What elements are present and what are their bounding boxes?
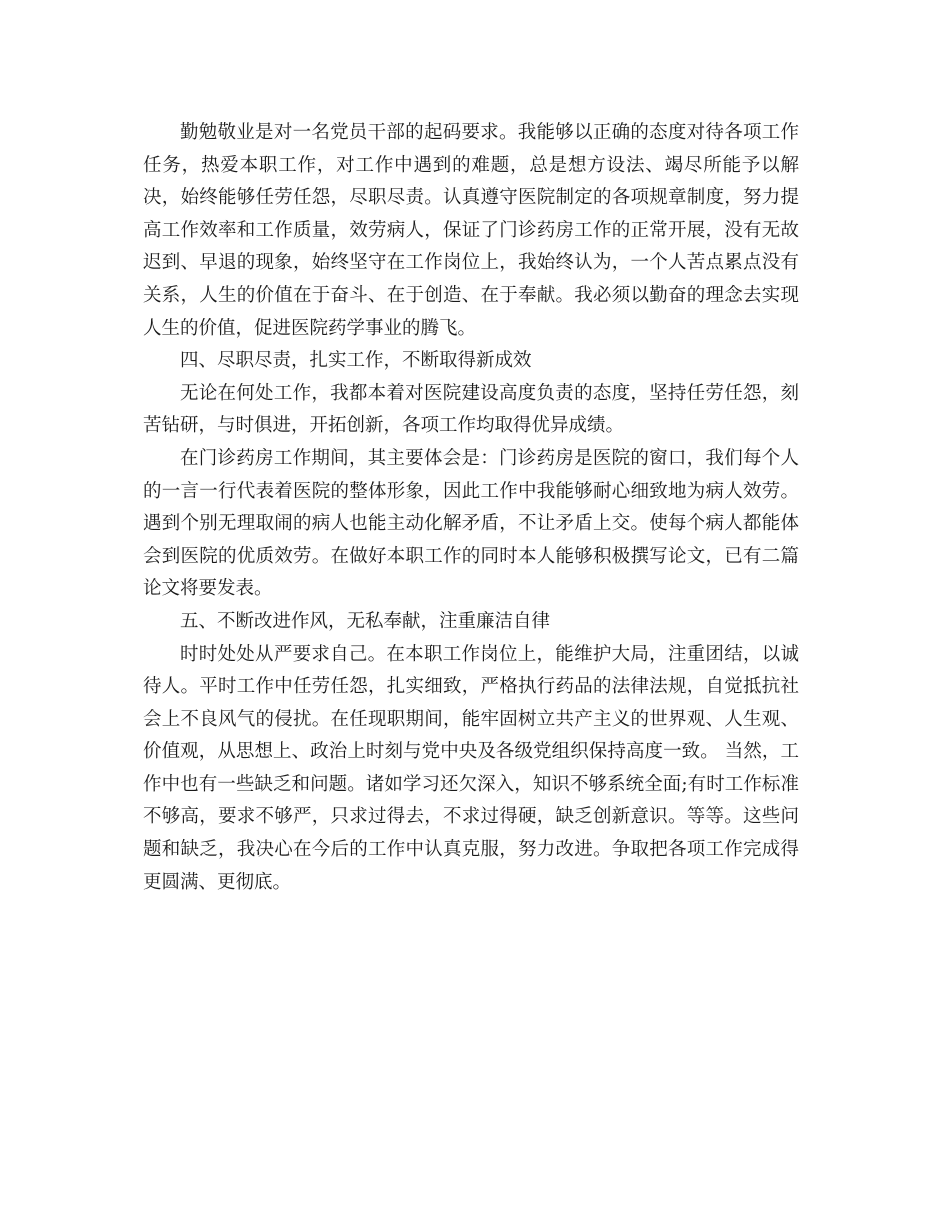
section-heading-5: 五、不断改进作风，无私奉献，注重廉洁自律 <box>180 610 551 632</box>
paragraph-self-discipline: 时时处处从严要求自己。在本职工作岗位上，能维护大局，注重团结，以诚待人。平时工作中任劳任怨，扎实细致，严格执行药品的法律法规，自觉抵抗社会上不良风气的侵扰。在任现职期间，能牢固树立共产主义的世界观、人生观、价值观，从思想上、政治上时刻与党中央及各级党组织保持高度一致。 当然，工作中也有一些缺乏和问题。诸如学习还欠深入，知识不够系统全面;有时工作标准不够高，要求不够严，只求过得去，不求过得硬，缺乏创新意识。等等。这些问题和缺乏，我决心在今后的工作中认真克服，努力改进。争取把各项工作完成得更圆满、更彻底。 <box>143 643 799 893</box>
paragraph-responsibility: 无论在何处工作，我都本着对医院建设高度负责的态度，坚持任劳任怨，刻苦钻研，与时俱进，开拓创新，各项工作均取得优异成绩。 <box>143 382 799 437</box>
document-page <box>143 117 799 899</box>
paragraph-pharmacy-experience: 在门诊药房工作期间，其主要体会是：门诊药房是医院的窗口，我们每个人的一言一行代表着医院的整体形象，因此工作中我能够耐心细致地为病人效劳。遇到个别无理取闹的病人也能主动化解矛盾，不让矛盾上交。使每个病人都能体会到医院的优质效劳。在做好本职工作的同时本人能够积极撰写论文，已有二篇论文将要发表。 <box>143 447 799 600</box>
paragraph-work-attitude: 勤勉敬业是对一名党员干部的起码要求。我能够以正确的态度对待各项工作任务，热爱本职工作，对工作中遇到的难题，总是想方设法、竭尽所能予以解决，始终能够任劳任怨，尽职尽责。认真遵守医院制定的各项规章制度，努力提高工作效率和工作质量，效劳病人，保证了门诊药房工作的正常开展，没有无故迟到、早退的现象，始终坚守在工作岗位上，我始终认为，一个人苦点累点没有关系，人生的价值在于奋斗、在于创造、在于奉献。我必须以勤奋的理念去实现人生的价值，促进医院药学事业的腾飞。 <box>143 122 799 339</box>
section-heading-4: 四、尽职尽责，扎实工作，不断取得新成效 <box>180 350 532 372</box>
